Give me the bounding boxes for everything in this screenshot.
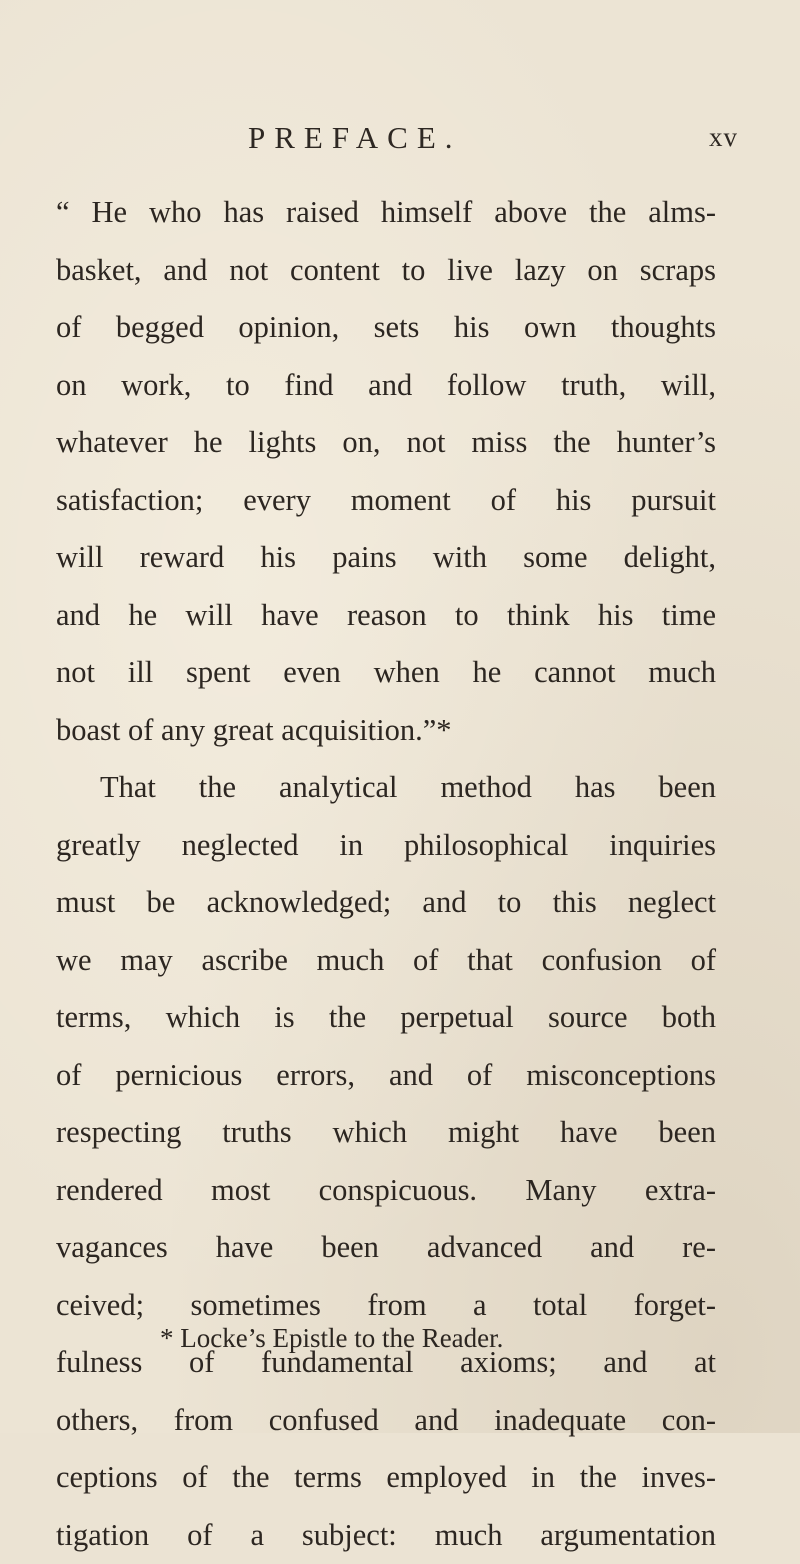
body-text xyxy=(56,184,716,1564)
text-line: vagances have been advanced and re- xyxy=(56,1219,716,1277)
text-line: respecting truths which might have been xyxy=(56,1104,716,1162)
text-line: terms, which is the perpetual source both xyxy=(56,989,716,1047)
text-line: ceived; sometimes from a total forget- xyxy=(56,1277,716,1335)
text-line: basket, and not content to live lazy on scraps xyxy=(56,242,716,300)
text-line: of pernicious errors, and of misconceptions xyxy=(56,1047,716,1105)
page-header xyxy=(0,120,800,170)
text-line: ceptions of the terms employed in the inves- xyxy=(56,1449,716,1507)
running-head: PREFACE. xyxy=(248,120,462,156)
text-line: “ He who has raised himself above the alms- xyxy=(56,184,716,242)
text-line: tigation of a subject: much argumentation xyxy=(56,1507,716,1564)
text-line: we may ascribe much of that confusion of xyxy=(56,932,716,990)
text-line: of begged opinion, sets his own thoughts xyxy=(56,299,716,357)
text-line: must be acknowledged; and to this neglect xyxy=(56,874,716,932)
page-number: xv xyxy=(709,122,738,153)
text-line: on work, to find and follow truth, will, xyxy=(56,357,716,415)
text-line: greatly neglected in philosophical inquiries xyxy=(56,817,716,875)
text-line: rendered most conspicuous. Many extra- xyxy=(56,1162,716,1220)
text-line: will reward his pains with some delight, xyxy=(56,529,716,587)
text-line: fulness of fundamental axioms; and at xyxy=(56,1334,716,1392)
footnote: * Locke’s Epistle to the Reader. xyxy=(160,1323,503,1354)
text-line: others, from confused and inadequate con- xyxy=(56,1392,716,1450)
text-line: boast of any great acquisition.”* xyxy=(56,702,716,760)
text-line: satisfaction; every moment of his pursuit xyxy=(56,472,716,530)
text-line: That the analytical method has been xyxy=(56,759,716,817)
text-line: not ill spent even when he cannot much xyxy=(56,644,716,702)
text-line: whatever he lights on, not miss the hunter’s xyxy=(56,414,716,472)
text-line: and he will have reason to think his time xyxy=(56,587,716,645)
